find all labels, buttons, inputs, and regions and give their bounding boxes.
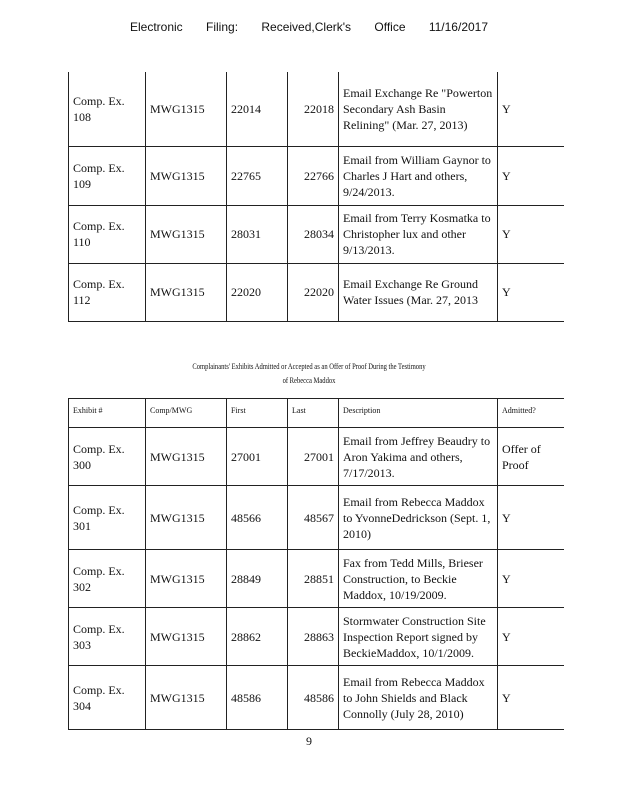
description-cell: Email from Rebecca Maddox to John Shields and Black Connolly (July 28, 2010) <box>339 666 498 730</box>
exhibit-cell: Comp. Ex. 303 <box>69 608 146 666</box>
mwg-cell: MWG1315 <box>146 428 227 486</box>
header-part: Filing: <box>206 20 239 34</box>
mwg-cell: MWG1315 <box>146 146 227 205</box>
last-cell: 22766 <box>288 146 339 205</box>
last-cell: 48586 <box>288 666 339 730</box>
description-cell: Email Exchange Re "Powerton Secondary Ash Basin Relining" (Mar. 27, 2013) <box>339 72 498 146</box>
header-last: Last <box>288 399 339 428</box>
admitted-cell: Y <box>498 72 565 146</box>
table-row <box>69 72 565 146</box>
first-cell: 22020 <box>227 263 288 321</box>
exhibits-table-1 <box>68 72 564 322</box>
page-number: 9 <box>306 734 312 748</box>
mwg-cell: MWG1315 <box>146 608 227 666</box>
header-first: First <box>227 399 288 428</box>
last-cell: 22018 <box>288 72 339 146</box>
exhibit-cell: Comp. Ex. 302 <box>69 550 146 608</box>
table-row <box>69 428 565 486</box>
first-cell: 48566 <box>227 486 288 550</box>
admitted-cell: Y <box>498 550 565 608</box>
first-cell: 28849 <box>227 550 288 608</box>
last-cell: 22020 <box>288 263 339 321</box>
description-cell: Stormwater Construction Site Inspection Report signed by BeckieMaddox, 10/1/2009. <box>339 608 498 666</box>
last-cell: 28863 <box>288 608 339 666</box>
table-header-row <box>69 399 565 428</box>
filing-header <box>0 20 618 34</box>
header-description: Description <box>339 399 498 428</box>
description-cell: Email from William Gaynor to Charles J Hart and others, 9/24/2013. <box>339 146 498 205</box>
first-cell: 48586 <box>227 666 288 730</box>
header-part: Electronic <box>129 20 183 34</box>
caption-line: Complainants' Exhibits Admitted or Accepted as an Offer of Proof During the Testimony <box>192 362 426 371</box>
exhibit-cell: Comp. Ex. 108 <box>69 72 146 146</box>
admitted-cell: Y <box>498 608 565 666</box>
description-cell: Email Exchange Re Ground Water Issues (Mar. 27, 2013 <box>339 263 498 321</box>
mwg-cell: MWG1315 <box>146 263 227 321</box>
header-part: Received,Clerk's <box>261 20 352 34</box>
exhibit-cell: Comp. Ex. 304 <box>69 666 146 730</box>
description-cell: Email from Jeffrey Beaudry to Aron Yakima and others, 7/17/2013. <box>339 428 498 486</box>
table-caption <box>56 360 563 388</box>
admitted-cell: Y <box>498 486 565 550</box>
mwg-cell: MWG1315 <box>146 486 227 550</box>
first-cell: 22014 <box>227 72 288 146</box>
table-row <box>69 550 565 608</box>
exhibit-cell: Comp. Ex. 301 <box>69 486 146 550</box>
last-cell: 27001 <box>288 428 339 486</box>
exhibit-cell: Comp. Ex. 300 <box>69 428 146 486</box>
first-cell: 28862 <box>227 608 288 666</box>
table-row <box>69 666 565 730</box>
table-row <box>69 205 565 263</box>
header-mwg: Comp/MWG <box>146 399 227 428</box>
first-cell: 28031 <box>227 205 288 263</box>
header-admitted: Admitted? <box>498 399 565 428</box>
admitted-cell: Y <box>498 666 565 730</box>
admitted-cell: Y <box>498 263 565 321</box>
description-cell: Fax from Tedd Mills, Brieser Construction, to Beckie Maddox, 10/19/2009. <box>339 550 498 608</box>
admitted-cell: Y <box>498 146 565 205</box>
header-exhibit: Exhibit # <box>69 399 146 428</box>
exhibit-cell: Comp. Ex. 109 <box>69 146 146 205</box>
last-cell: 28034 <box>288 205 339 263</box>
mwg-cell: MWG1315 <box>146 205 227 263</box>
last-cell: 28851 <box>288 550 339 608</box>
mwg-cell: MWG1315 <box>146 550 227 608</box>
last-cell: 48567 <box>288 486 339 550</box>
description-cell: Email from Rebecca Maddox to YvonneDedrickson (Sept. 1, 2010) <box>339 486 498 550</box>
mwg-cell: MWG1315 <box>146 72 227 146</box>
first-cell: 27001 <box>227 428 288 486</box>
header-part: 11/16/2017 <box>428 20 489 34</box>
header-part: Office <box>374 20 406 34</box>
table-row <box>69 486 565 550</box>
table-row <box>69 263 565 321</box>
table-row <box>69 608 565 666</box>
admitted-cell: Offer of Proof <box>498 428 565 486</box>
table-row <box>69 146 565 205</box>
exhibits-table-2 <box>68 398 564 730</box>
caption-line: of Rebecca Maddox <box>282 376 336 385</box>
exhibit-cell: Comp. Ex. 110 <box>69 205 146 263</box>
mwg-cell: MWG1315 <box>146 666 227 730</box>
first-cell: 22765 <box>227 146 288 205</box>
exhibit-cell: Comp. Ex. 112 <box>69 263 146 321</box>
description-cell: Email from Terry Kosmatka to Christopher lux and other 9/13/2013. <box>339 205 498 263</box>
admitted-cell: Y <box>498 205 565 263</box>
